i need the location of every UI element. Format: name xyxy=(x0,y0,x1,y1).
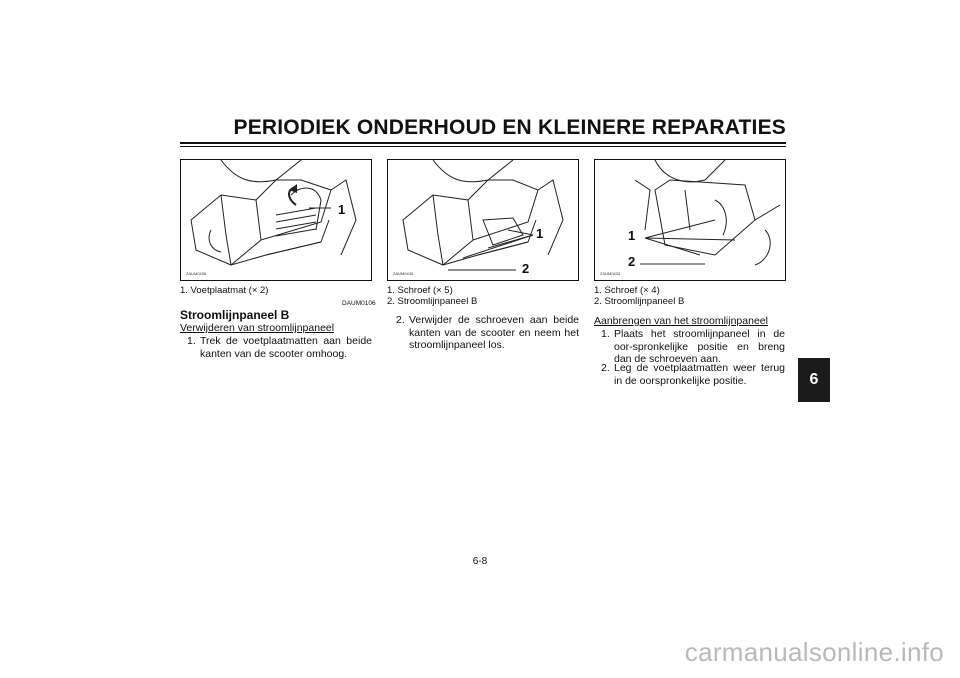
callout-1: 1 xyxy=(536,226,544,241)
site-watermark[interactable]: carmanualsonline.info xyxy=(684,637,944,667)
figure-footboard-mat xyxy=(180,159,372,281)
figure-caption: 1. Voetplaatmat (× 2) xyxy=(180,285,269,296)
figure-screws-install xyxy=(594,159,786,281)
figure-caption: 1. Schroef (× 4) 2. Stroomlijnpaneel B xyxy=(594,285,685,307)
page-number: 6-8 xyxy=(472,556,488,567)
callout-2: 2 xyxy=(628,254,636,269)
callout-1: 1 xyxy=(628,228,636,243)
title-rule-bottom xyxy=(180,146,786,147)
removal-step-2: 2. Verwijder de schroeven aan beide kanten van de scooter en neem het stroomlijnpaneel los. xyxy=(396,314,579,351)
document-code: DAUM0106 xyxy=(342,300,376,307)
figure-code: ZAUM0433 xyxy=(600,271,621,276)
removal-step-1: 1. Trek de voetplaatmatten aan beide kanten van de scooter omhoog. xyxy=(187,335,372,360)
removal-heading: Verwijderen van stroomlijnpaneel xyxy=(180,322,335,334)
scooter-footboard-illustration xyxy=(181,160,371,280)
figure-code: ZAUM0436 xyxy=(186,271,207,276)
install-step-1: 1. Plaats het stroomlijnpaneel in de oor-spronkelijke positie en breng dan de schroeven aan. xyxy=(601,328,785,365)
title-rule-top xyxy=(180,142,786,144)
figure-caption: 1. Schroef (× 5) 2. Stroomlijnpaneel B xyxy=(387,285,478,307)
callout-2: 2 xyxy=(522,261,530,276)
figure-code: ZAUM0435 xyxy=(393,271,414,276)
scooter-panel-illustration xyxy=(388,160,578,280)
scooter-panel-illustration xyxy=(595,160,785,280)
section-title: Stroomlijnpaneel B xyxy=(180,308,290,322)
figure-screws-remove xyxy=(387,159,579,281)
install-heading: Aanbrengen van het stroomlijnpaneel xyxy=(594,315,768,327)
chapter-tab[interactable]: 6 xyxy=(798,358,830,402)
install-step-2: 2. Leg de voetplaatmatten weer terug in de oorspronkelijke positie. xyxy=(601,362,785,387)
callout-1: 1 xyxy=(338,202,346,217)
page-title: PERIODIEK ONDERHOUD EN KLEINERE REPARATIES xyxy=(233,116,786,139)
